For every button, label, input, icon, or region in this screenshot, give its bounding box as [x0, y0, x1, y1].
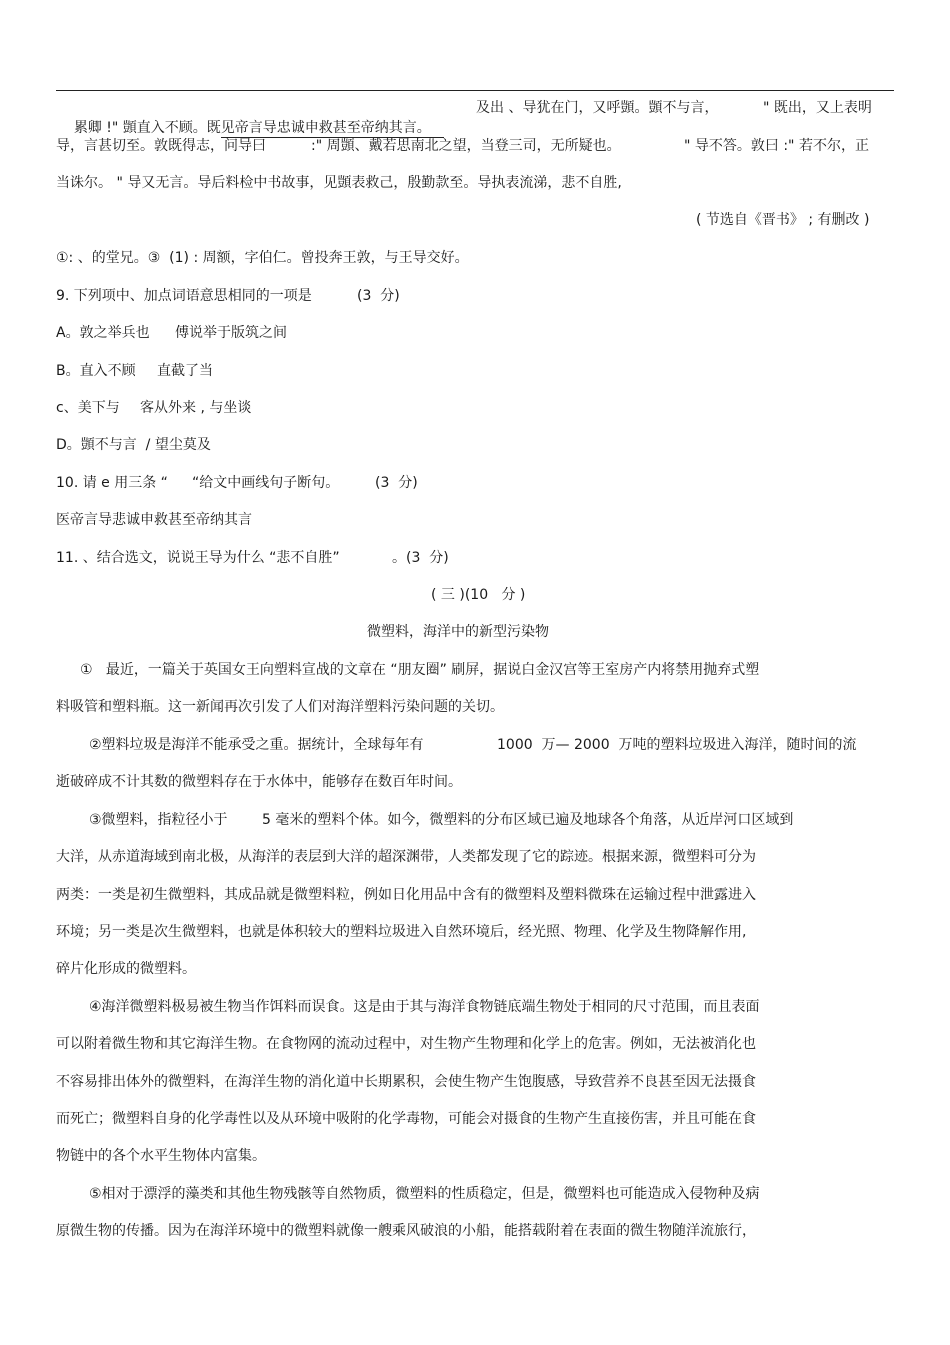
option-a-label: A。敦之举兵也: [56, 325, 150, 341]
paragraph-3-line-3: 两类：一类是初生微塑料，其成品就是微塑料粒，例如日化用品中含有的微塑料及塑料微珠在运输过程中泄露进入: [56, 887, 756, 903]
passage-line-1b: 及出 、导犹在门，又呼顗。顗不与言，: [476, 100, 719, 116]
section-heading: ( 三 )(10 分 ): [431, 587, 526, 603]
passage-line-1a-plain: 累卿 !" 顗直入不顾。既: [73, 120, 221, 136]
paragraph-1-line-1: ① 最近，一篇关于英国女王向塑料宣战的文章在 “朋友圈” 刷屏，据说白金汉宫等王室房产内将禁用抛弃式塑: [80, 662, 760, 678]
passage-line-3: 当诛尔。 " 导又无言。导后料检中书故事，见顗表救己，殷勤款至。导执表流涕，悲不自胜,: [56, 175, 622, 191]
question-10-instruction: “给文中画线句子断句。: [192, 475, 340, 491]
paragraph-3-line-2: 大洋，从赤道海域到南北极，从海洋的表层到大洋的超深渊带，人类都发现了它的踪迹。根据来源，微塑料可分为: [56, 849, 756, 865]
option-c-label: c、美下与: [56, 400, 120, 416]
passage-line-2c: " 导不答。敦曰 :" 若不尔，正: [684, 138, 869, 154]
article-title: 微塑料，海洋中的新型污染物: [367, 624, 549, 640]
question-11-stem: 11. 、结合选文，说说王导为什么 “悲不自胜”: [56, 550, 340, 566]
underlined-sentence: 见帝言导忠诚申救甚至帝纳其言。: [220, 120, 445, 136]
paragraph-3-line-5: 碎片化形成的微塑料。: [56, 961, 196, 977]
source-citation: ( 节选自《晋书》 ; 有删改 ): [696, 212, 870, 228]
paragraph-1-line-2: 料吸管和塑料瓶。这一新闻再次引发了人们对海洋塑料污染问题的关切。: [56, 699, 504, 715]
paragraph-2-line-1b: 1000 万— 2000 万吨的塑料垃圾进入海洋，随时间的流: [497, 737, 857, 753]
question-9-score: (3 分): [357, 288, 400, 304]
question-11-score: 。(3 分): [392, 550, 449, 566]
paragraph-4-line-4: 而死亡；微塑料自身的化学毒性以及从环境中吸附的化学毒物，可能会对摄食的生物产生直接伤害，并且可能在食: [56, 1111, 756, 1127]
paragraph-2-line-1a: ②塑料垃圾是海洋不能承受之重。据统计，全球每年有: [89, 737, 424, 753]
passage-line-2b: :" 周顗、戴若思南北之望，当登三司，无所疑也。: [311, 138, 621, 154]
paragraph-4-line-5: 物链中的各个水平生物体内富集。: [56, 1148, 266, 1164]
annotation-note: ①: 、的堂兄。③ (1) : 周额，字伯仁。曾投奔王敦，与王导交好。: [56, 250, 469, 266]
paragraph-3-line-1b: 5 毫米的塑料个体。如今，微塑料的分布区域已遍及地球各个角落，从近岸河口区域到: [262, 812, 794, 828]
passage-line-1c: " 既出，又上表明: [763, 100, 872, 116]
paragraph-4-line-3: 不容易排出体外的微塑料，在海洋生物的消化道中长期累积，会使生物产生饱腹感，导致营养不良甚至因无法摄食: [56, 1074, 756, 1090]
paragraph-3-line-1a: ③微塑料，指粒径小于: [89, 812, 228, 828]
option-b-label: B。直入不顾: [56, 363, 136, 379]
option-b-text: 直截了当: [157, 363, 213, 379]
paragraph-3-line-4: 环境；另一类是次生微塑料，也就是体积较大的塑料垃圾进入自然环境后，经光照、物理、化学及生物降解作用,: [56, 924, 747, 940]
header-rule: [56, 90, 894, 91]
option-d: D。顗不与言 / 望尘莫及: [56, 437, 211, 453]
option-a-text: 傅说举于版筑之间: [175, 325, 287, 341]
question-10-score: (3 分): [375, 475, 418, 491]
paragraph-5-line-2: 原微生物的传播。因为在海洋环境中的微塑料就像一艘乘风破浪的小船，能搭载附着在表面的微生物随洋流旅行，: [56, 1223, 756, 1239]
paragraph-4-line-2: 可以附着微生物和其它海洋生物。在食物网的流动过程中，对生物产生物理和化学上的危害。例如，无法被消化也: [56, 1036, 756, 1052]
paragraph-5-line-1: ⑤相对于漂浮的藻类和其他生物残骸等自然物质，微塑料的性质稳定，但是，微塑料也可能造成入侵物种及病: [89, 1186, 760, 1202]
paragraph-4-line-1: ④海洋微塑料极易被生物当作饵料而误食。这是由于其与海洋食物链底端生物处于相同的尺寸范围，而且表面: [89, 999, 760, 1015]
option-c-text: 客从外来 , 与坐谈: [140, 400, 252, 416]
passage-line-2a: 导，言甚切至。敦既得志，问导曰: [56, 138, 266, 154]
paragraph-2-line-2: 逝破碎成不计其数的微塑料存在于水体中，能够存在数百年时间。: [56, 774, 462, 790]
question-9-stem: 9. 下列项中、加点词语意思相同的一项是: [56, 288, 312, 304]
question-10-sentence: 医帝言导悲诚申救甚至帝纳其言: [56, 512, 252, 528]
question-10-stem: 10. 请 e 用三条 “: [56, 475, 168, 491]
